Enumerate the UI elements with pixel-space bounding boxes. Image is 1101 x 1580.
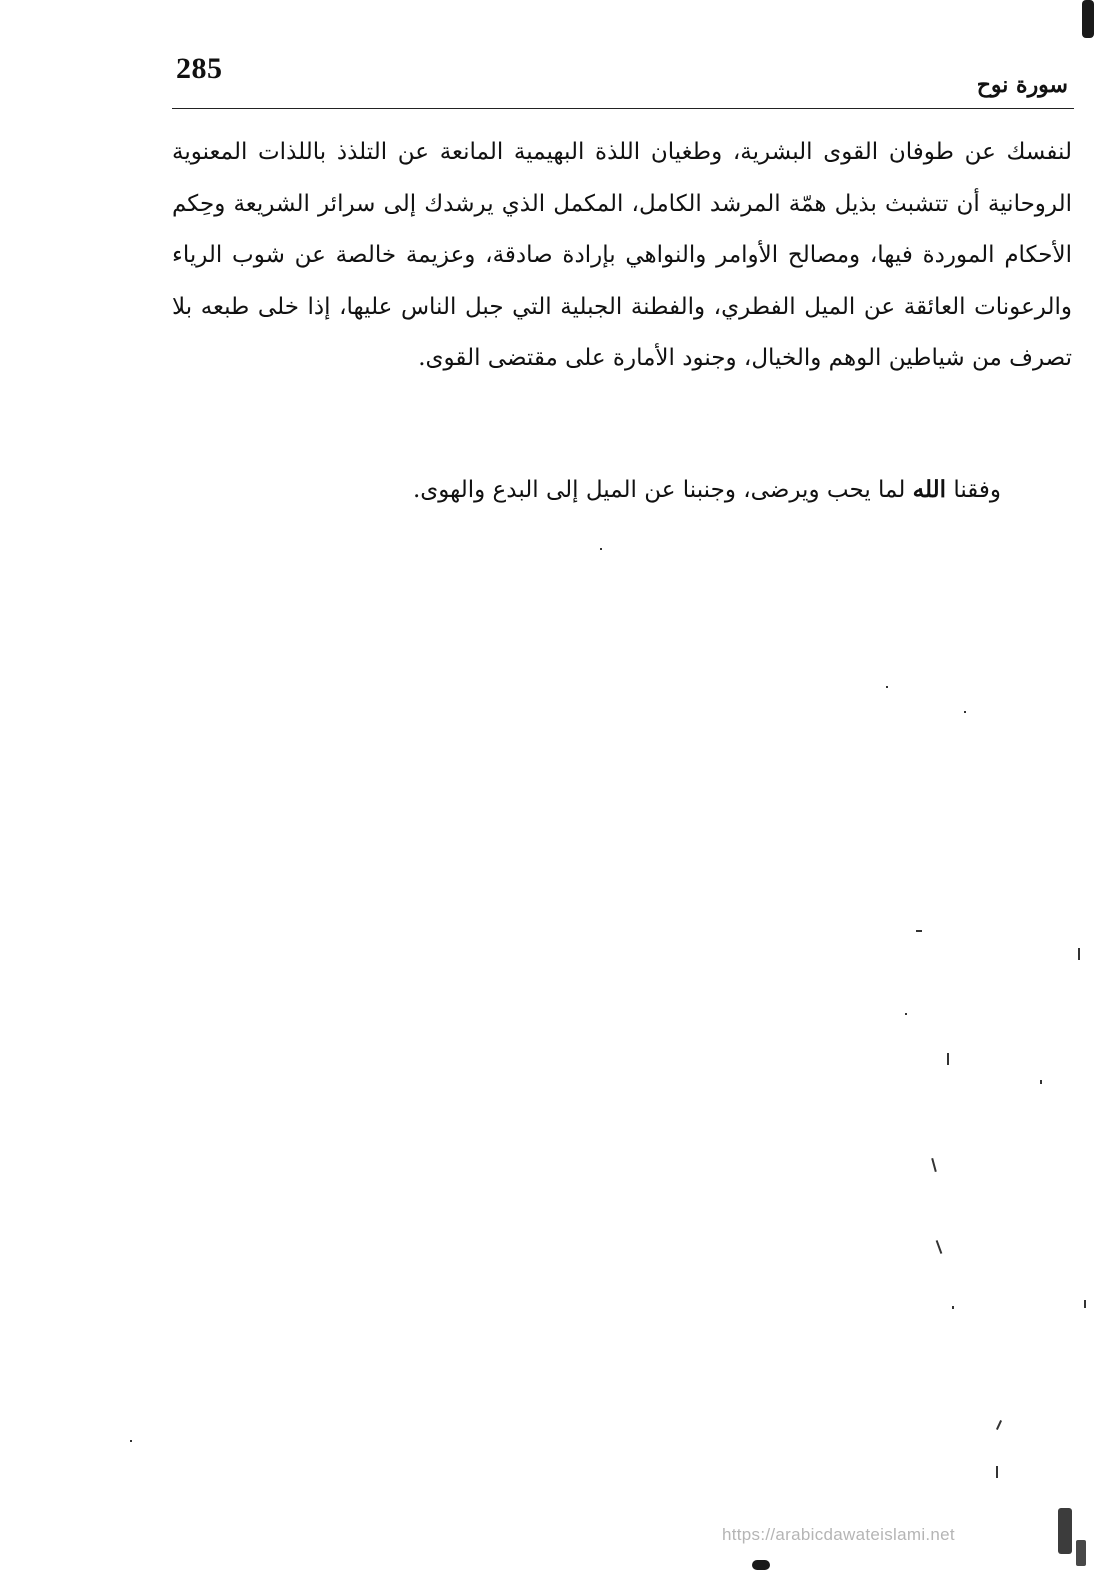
- scan-speck: [886, 686, 888, 688]
- header-rule: [172, 108, 1074, 109]
- scan-speck: [936, 1240, 943, 1254]
- scan-speck: [600, 548, 602, 550]
- closing-first-word: وفقنا: [953, 477, 1001, 503]
- body-paragraph: لنفسك عن طوفان القوى البشرية، وطغيان اللذة البهيمية المانعة عن التلذذ باللذات المعنوية الروحانية أن تتشبث بذيل همّة المرشد الكامل، المكمل الذي يرشدك إلى سرائر الشريعة وحِكم الأحكام الموردة فيها، ومصالح الأوامر والنواهي بإرادة صادقة، وعزيمة خالصة عن شوب الرياء والرعونات العائقة عن الميل الفطري، والفطنة الجبلية التي جبل الناس عليها، إذا خلى طبعه بلا تصرف من شياطين الوهم والخيال، وجنود الأمارة على مقتضى القوى.: [172, 139, 1072, 371]
- scan-speck: [1040, 1080, 1042, 1084]
- scan-edge-mark-footer: [752, 1560, 770, 1570]
- watermark-url: https://arabicdawateislami.net: [722, 1525, 955, 1544]
- scan-edge-mark-bottom: [1058, 1508, 1072, 1554]
- scan-speck: [931, 1158, 937, 1172]
- divine-name: الله: [912, 476, 946, 503]
- scan-edge-mark-top: [1082, 0, 1094, 38]
- scan-speck: [964, 711, 966, 713]
- scan-speck: [996, 1420, 1002, 1430]
- scan-speck: [996, 1466, 998, 1478]
- page-number: 285: [176, 52, 223, 85]
- scan-speck: [952, 1306, 954, 1309]
- scan-edge-mark-bottom-2: [1076, 1540, 1086, 1566]
- scan-speck: [905, 1013, 907, 1015]
- scan-speck: [916, 930, 922, 932]
- scan-speck: [947, 1053, 949, 1065]
- running-head-surah-title: سورة نوح: [976, 72, 1068, 98]
- scan-speck: [130, 1440, 132, 1442]
- closing-rest: لما يحب ويرضى، وجنبنا عن الميل إلى البدع والهوى.: [412, 477, 906, 503]
- scan-speck: [1084, 1300, 1086, 1308]
- closing-supplication: [413, 464, 1001, 516]
- scan-speck: [1078, 948, 1080, 960]
